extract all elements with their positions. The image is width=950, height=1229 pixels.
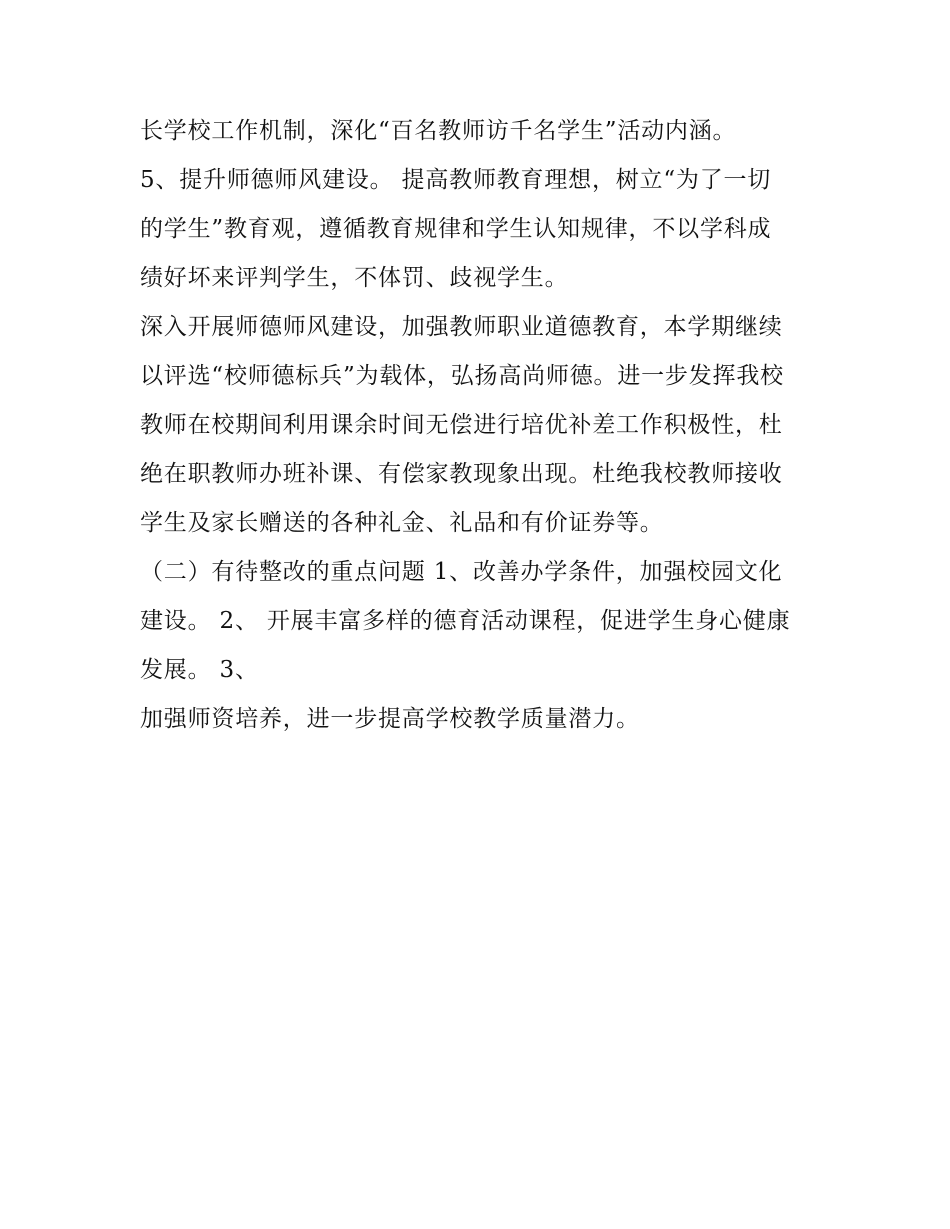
text-line: 绝在职教师办班补课、有偿家教现象出现。杜绝我校教师接收 [140, 461, 783, 487]
text-line: 建设。 2、 开展丰富多样的德育活动课程，促进学生身心健康 [140, 608, 791, 634]
text-line: 学生及家长赠送的各种礼金、礼品和有价证券等。 [140, 510, 664, 536]
text-line: 长学校工作机制，深化“百名教师访千名学生”活动内涵。 [140, 118, 737, 144]
text-line: （二）有待整改的重点问题 1、改善办学条件，加强校园文化 [140, 559, 783, 585]
document-body [140, 107, 830, 744]
text-line: 教师在校期间利用课余时间无偿进行培优补差工作积极性，杜 [140, 412, 783, 438]
text-line: 5、提升师德师风建设。 提高教师教育理想，树立“为了一切 [140, 167, 772, 193]
text-line: 加强师资培养，进一步提高学校教学质量潜力。 [140, 706, 640, 732]
text-line: 的学生”教育观，遵循教育规律和学生认知规律，不以学科成 [140, 216, 772, 242]
text-line: 绩好坏来评判学生，不体罚、歧视学生。 [140, 265, 569, 291]
text-line: 以评选“校师德标兵”为载体，弘扬高尚师德。进一步发挥我校 [140, 363, 784, 389]
text-line: 深入开展师德师风建设，加强教师职业道德教育，本学期继续 [140, 314, 783, 340]
text-line: 发展。 3、 [140, 657, 259, 683]
